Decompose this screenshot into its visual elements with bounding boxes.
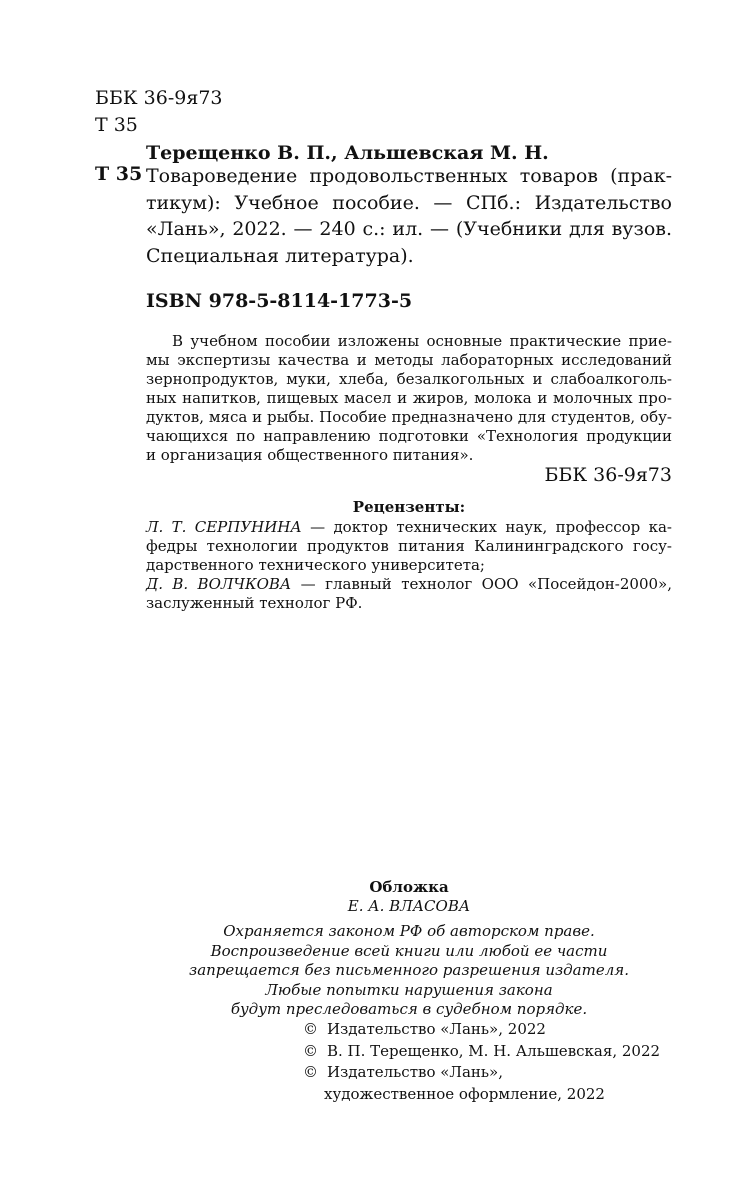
catalog-description-line: тикум): Учебное пособие. — СПб.: Издательство xyxy=(146,191,672,214)
copyright-notice-line: запрещается без письменного разрешения издателя. xyxy=(189,961,629,979)
copyright-3 xyxy=(303,1062,660,1084)
copyright-3-text: Издательство «Лань», xyxy=(327,1063,504,1081)
copyright-1-text: Издательство «Лань», 2022 xyxy=(327,1020,546,1038)
copyright-2 xyxy=(303,1041,660,1063)
reviewer-1-name: Л. Т. СЕРПУНИНА xyxy=(146,518,302,536)
copyright-notice-line: Охраняется законом РФ об авторском праве. xyxy=(223,922,595,940)
catalog-authors: Терещенко В. П., Альшевская М. Н. xyxy=(146,142,549,164)
copyright-notice-line: будут преследоваться в судебном порядке. xyxy=(230,1000,588,1018)
reviewer-1-line: дарственного технического университета; xyxy=(146,556,485,574)
abstract-line: В учебном пособии изложены основные практические прие- xyxy=(172,332,672,350)
catalog-description-line: Товароведение продовольственных товаров (прак- xyxy=(146,165,672,187)
copyright-symbol-icon: © xyxy=(303,1041,318,1060)
bbk-code-top: ББК 36-9я73 xyxy=(95,87,223,109)
copyright-symbol-icon: © xyxy=(303,1020,318,1038)
bbk-code-abstract: ББК 36-9я73 xyxy=(544,464,672,486)
reviewer-2-desc: — главный технолог ООО «Посейдон-2000», xyxy=(291,575,672,593)
cover-title: Обложка xyxy=(369,878,449,896)
reviewer-2-line xyxy=(146,575,672,594)
abstract xyxy=(146,332,672,465)
copyright-2-text: В. П. Терещенко, М. Н. Альшевская, 2022 xyxy=(327,1041,661,1060)
copyright-notice-line: Любые попытки нарушения закона xyxy=(265,980,553,999)
copyright-3-cont: художественное оформление, 2022 xyxy=(324,1084,605,1103)
author-mark-top: Т 35 xyxy=(95,114,138,136)
reviewer-2-name: Д. В. ВОЛЧКОВА xyxy=(146,575,292,593)
cover-designer: Е. А. ВЛАСОВА xyxy=(347,897,471,915)
copyright-notice xyxy=(146,922,672,1020)
catalog-author-mark: Т 35 xyxy=(95,163,143,185)
copyright-symbol-icon: © xyxy=(303,1063,318,1081)
reviewers-list xyxy=(146,518,672,613)
catalog-description-line: «Лань», 2022. — 240 с.: ил. — (Учебники для вузов. xyxy=(146,218,672,240)
reviewer-2-line: заслуженный технолог РФ. xyxy=(146,594,363,612)
reviewers-title: Рецензенты: xyxy=(352,498,466,516)
abstract-line: мы экспертизы качества и методы лабораторных исследований xyxy=(146,351,672,369)
catalog-description-line: Специальная литература). xyxy=(146,244,414,267)
reviewer-1-line xyxy=(146,518,672,537)
isbn: ISBN 978-5-8114-1773-5 xyxy=(146,290,413,312)
reviewer-1-desc: — доктор технических наук, профессор ка- xyxy=(301,518,672,536)
copyright-1 xyxy=(303,1019,660,1041)
catalog-description xyxy=(146,163,672,269)
abstract-line: ных напитков, пищевых масел и жиров, молока и молочных про- xyxy=(146,389,672,407)
reviewer-1-line: федры технологии продуктов питания Калининградского госу- xyxy=(146,537,672,555)
abstract-line: дуктов, мяса и рыбы. Пособие предназначено для студентов, обу- xyxy=(146,408,672,426)
abstract-line: зернопродуктов, муки, хлеба, безалкогольных и слабоалкоголь- xyxy=(146,370,672,388)
abstract-line: чающихся по направлению подготовки «Технология продукции xyxy=(146,427,672,445)
copyright-notice-line: Воспроизведение всей книги или любой ее части xyxy=(210,941,608,960)
abstract-line: и организация общественного питания». xyxy=(146,446,474,464)
copyrights xyxy=(303,1019,660,1105)
